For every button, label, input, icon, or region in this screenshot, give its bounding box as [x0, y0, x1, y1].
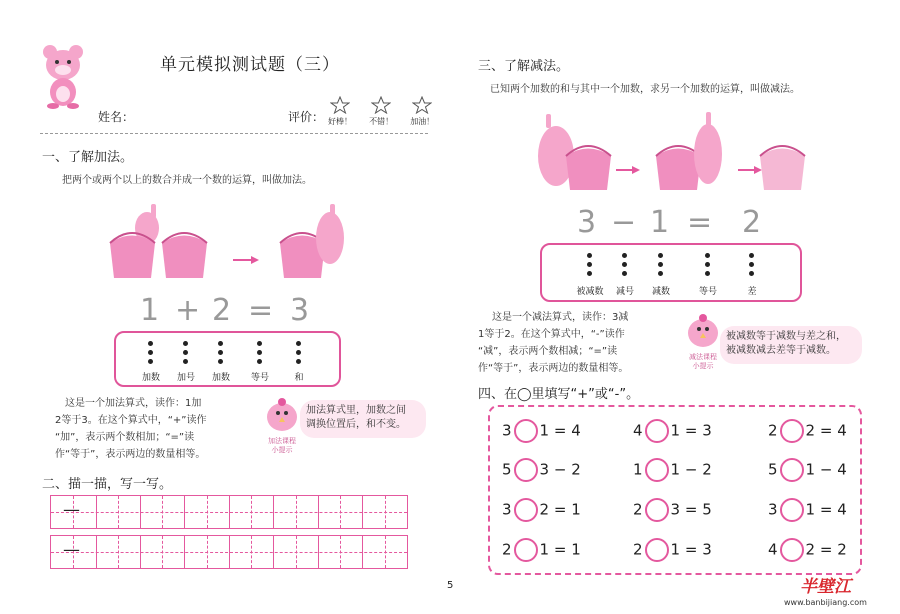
header-divider	[40, 133, 428, 134]
dots	[218, 341, 224, 368]
label-sum: 和	[294, 373, 304, 383]
tip-badge-text: 小提示	[692, 362, 714, 370]
dots	[658, 253, 664, 280]
bear-mascot-icon	[38, 40, 88, 110]
eq1-sum: 3	[290, 293, 310, 328]
eq2-subtrahend: 1	[650, 205, 670, 240]
answer-circle[interactable]	[645, 498, 669, 522]
eq2-minuend: 3	[577, 205, 597, 240]
tracing-grid-2[interactable]	[50, 535, 408, 569]
answer-circle[interactable]	[514, 498, 538, 522]
answer-circle[interactable]	[514, 458, 538, 482]
problem-item: 2 3 = 5	[633, 498, 712, 522]
explain-line: 1等于2。在这个算式中，“-”读作	[478, 329, 625, 340]
problem-item: 2 1 = 3	[633, 538, 712, 562]
tip-line: 被减数等于减数与差之和，	[726, 331, 846, 342]
star-caption-2: 不错！	[369, 117, 394, 126]
explain-line: 作“等于”，表示两边的数量相等。	[55, 449, 206, 460]
tip-line: 加法算式里，加数之间	[306, 405, 406, 416]
label-equals: 等号	[698, 287, 717, 297]
label-addend: 加数	[141, 373, 160, 383]
answer-circle[interactable]	[780, 419, 804, 443]
problem-item: 2 2 = 4	[768, 419, 847, 443]
section3-definition: 已知两个加数的和与其中一个加数，求另一个加数的运算，叫做减法。	[490, 84, 800, 95]
answer-circle[interactable]	[514, 419, 538, 443]
subtraction-labels-box	[540, 243, 802, 302]
explain-line: “减”，表示两个数相减；“=”读	[478, 346, 618, 357]
trace-char: —	[63, 540, 80, 560]
section2-heading: 二、描一描，写一写。	[42, 477, 173, 492]
problem-item: 5 3 − 2	[502, 458, 581, 482]
watermark-brand: 半壁江	[800, 577, 851, 597]
star-icon[interactable]	[322, 96, 358, 127]
label-minus: 减号	[615, 287, 634, 297]
tip-badge-text: 小提示	[271, 446, 293, 454]
tracing-grid-1[interactable]	[50, 495, 408, 529]
eq1-addend2: 2	[212, 293, 232, 328]
bird-icon	[683, 311, 723, 349]
tip-line: 被减数减去差等于减数。	[726, 345, 836, 356]
section1-definition: 把两个或两个以上的数合并成一个数的运算，叫做加法。	[62, 175, 312, 186]
eq1-plus: +	[175, 293, 201, 328]
explain-line: 这是一个加法算式，读作：1加	[65, 398, 202, 409]
label-plus: 加号	[176, 373, 195, 383]
explain-line: 这是一个减法算式，读作：3减	[492, 312, 629, 323]
star-icon[interactable]	[404, 96, 440, 127]
problem-item: 3 1 = 4	[768, 498, 847, 522]
addition-illustration	[105, 198, 365, 286]
dots	[296, 341, 302, 368]
rating-label: 评价：	[288, 110, 325, 124]
eq2-equals: =	[687, 205, 713, 240]
watermark-url: www.banbijiang.com	[784, 598, 867, 607]
answer-circle[interactable]	[645, 458, 669, 482]
subtraction-illustration	[536, 106, 811, 194]
label-difference: 差	[747, 287, 757, 297]
answer-circle[interactable]	[780, 498, 804, 522]
explain-line: “加”，表示两个数相加；“=”读	[55, 432, 195, 443]
section3-heading: 三、了解减法。	[478, 59, 570, 74]
eq1-addend1: 1	[140, 293, 160, 328]
section3-explain	[478, 309, 678, 377]
problem-item: 5 1 − 4	[768, 458, 847, 482]
problem-item: 3 1 = 4	[502, 419, 581, 443]
label-equals: 等号	[250, 373, 269, 383]
eq2-difference: 2	[742, 205, 762, 240]
star-caption-3: 加油！	[410, 117, 435, 126]
eq2-minus: −	[611, 205, 637, 240]
problem-item: 4 1 = 3	[633, 419, 712, 443]
problem-item: 2 1 = 1	[502, 538, 581, 562]
answer-circle[interactable]	[645, 538, 669, 562]
dots	[257, 341, 263, 368]
label-subtrahend: 减数	[651, 287, 670, 297]
addition-labels-box	[114, 331, 341, 387]
section1-heading: 一、了解加法。	[42, 150, 134, 165]
answer-circle[interactable]	[514, 538, 538, 562]
explain-line: 作“等于”，表示两边的数量相等。	[478, 363, 629, 374]
dots	[705, 253, 711, 280]
trace-char: —	[63, 500, 80, 520]
dots	[148, 341, 154, 368]
tip-box-2	[720, 326, 862, 364]
answer-circle[interactable]	[780, 458, 804, 482]
answer-circle[interactable]	[780, 538, 804, 562]
tip-badge-text: 加法课程	[268, 437, 296, 445]
rating-stars	[322, 96, 440, 128]
answer-circle[interactable]	[645, 419, 669, 443]
page-title: 单元模拟测试题（三）	[160, 55, 340, 75]
star-icon[interactable]	[363, 96, 399, 127]
dots	[622, 253, 628, 280]
star-caption-1: 好棒！	[328, 117, 352, 126]
tip-badge-2	[683, 311, 723, 369]
eq1-equals: =	[248, 293, 274, 328]
tip-badge-1	[262, 395, 302, 453]
explain-line: 2等于3。在这个算式中，“+”读作	[55, 415, 207, 426]
problem-item: 1 1 − 2	[633, 458, 712, 482]
tip-line: 调换位置后，和不变。	[306, 419, 406, 430]
dots	[749, 253, 755, 280]
bird-icon	[262, 395, 302, 433]
page-number: 5	[447, 580, 454, 591]
fill-sign-box	[488, 405, 862, 575]
problem-item: 3 2 = 1	[502, 498, 581, 522]
label-addend: 加数	[211, 373, 230, 383]
name-label: 姓名：	[98, 110, 135, 124]
dots	[587, 253, 593, 280]
tip-box-1	[300, 400, 426, 438]
tip-badge-text: 减法课程	[689, 353, 717, 361]
label-minuend: 被减数	[576, 287, 604, 297]
dots	[183, 341, 189, 368]
section1-explain	[55, 395, 255, 463]
problem-item: 4 2 = 2	[768, 538, 847, 562]
section4-heading: 四、在◯里填写“+”或“-”。	[478, 387, 640, 402]
